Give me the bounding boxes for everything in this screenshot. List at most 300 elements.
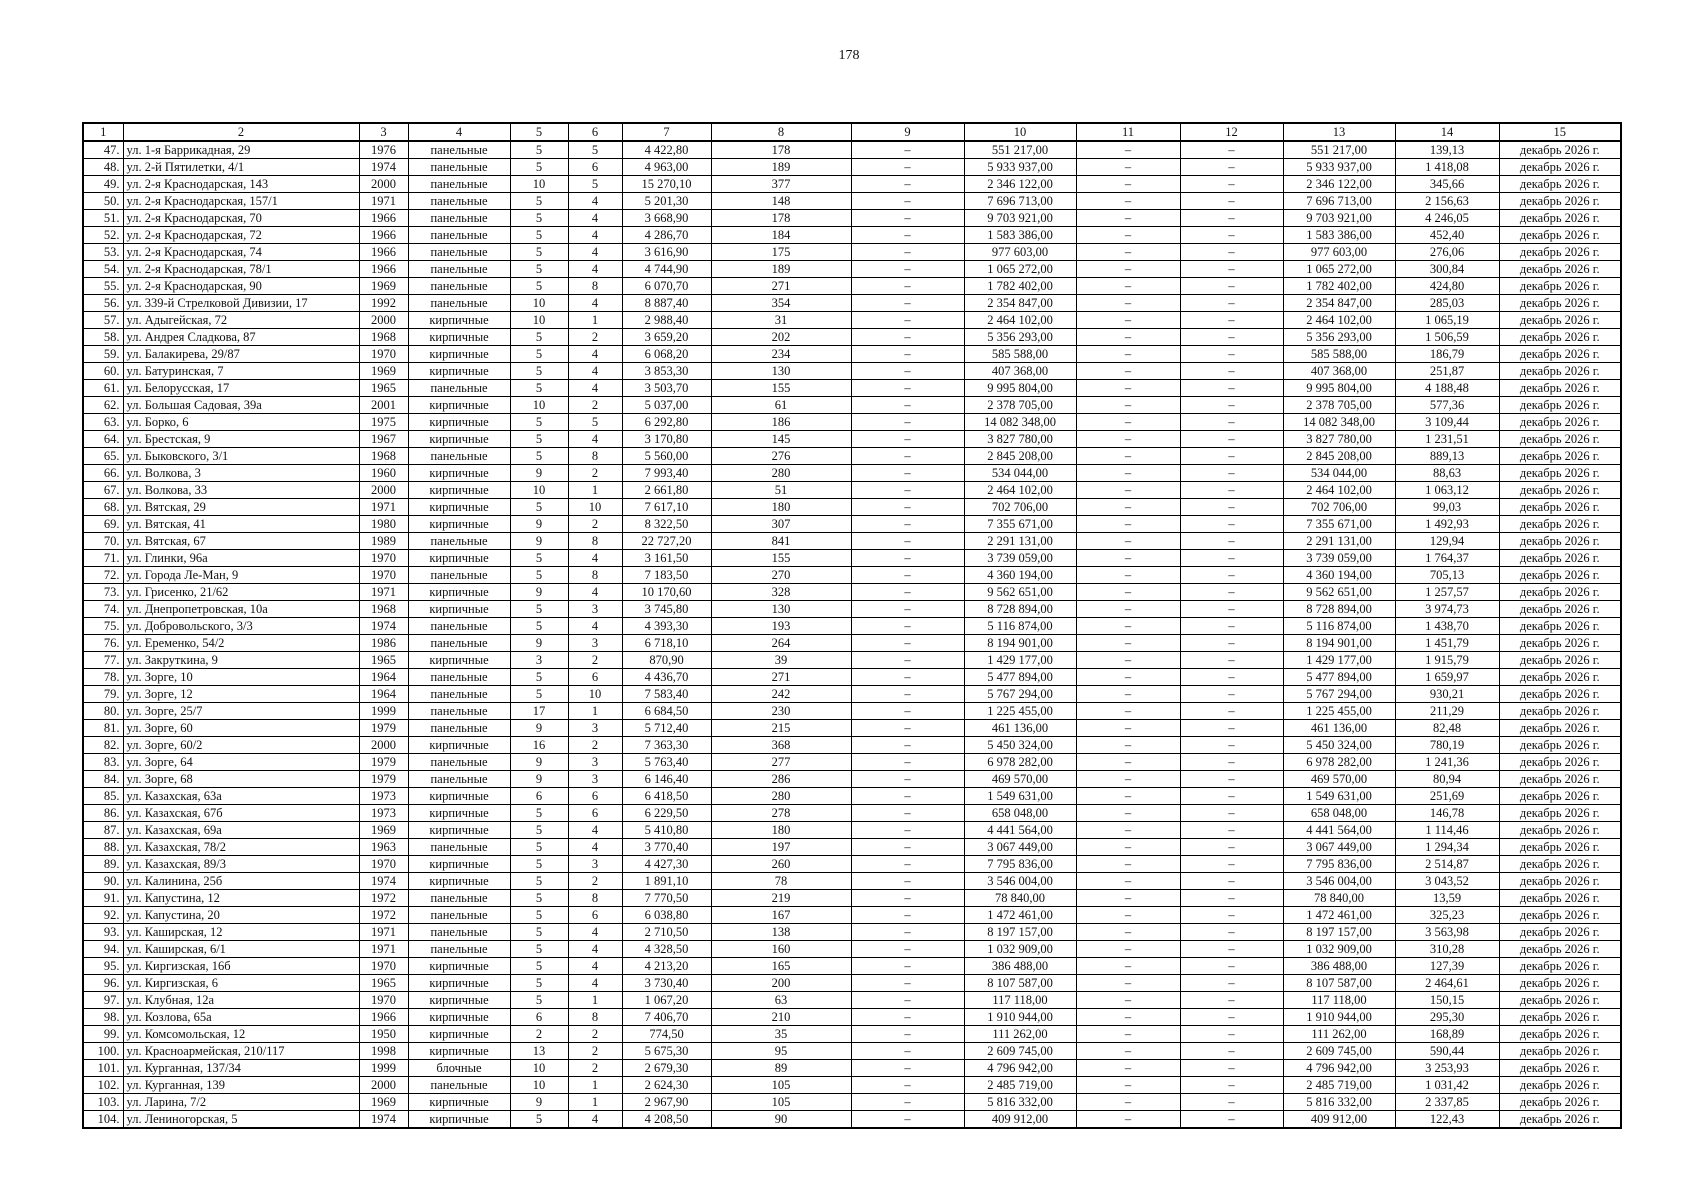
table-cell-col-2: ул. Зорге, 60/2	[123, 737, 359, 754]
table-cell-col-9: –	[851, 193, 964, 210]
table-cell-col-14: 452,40	[1395, 227, 1499, 244]
table-cell-col-1: 79.	[83, 686, 123, 703]
table-cell-col-4: кирпичные	[408, 329, 510, 346]
table-cell-col-13: 5 933 937,00	[1283, 159, 1395, 176]
table-cell-col-9: –	[851, 873, 964, 890]
table-cell-col-6: 4	[568, 380, 622, 397]
table-cell-col-14: 3 043,52	[1395, 873, 1499, 890]
table-row	[83, 465, 1621, 482]
table-cell-col-3: 1986	[359, 635, 408, 652]
table-cell-col-1: 61.	[83, 380, 123, 397]
table-cell-col-10: 78 840,00	[964, 890, 1076, 907]
table-cell-col-4: панельные	[408, 754, 510, 771]
table-row	[83, 737, 1621, 754]
table-cell-col-2: ул. Киргизская, 6	[123, 975, 359, 992]
table-cell-col-10: 2 485 719,00	[964, 1077, 1076, 1094]
table-cell-col-14: 150,15	[1395, 992, 1499, 1009]
table-cell-col-9: –	[851, 907, 964, 924]
table-cell-col-6: 4	[568, 839, 622, 856]
table-cell-col-8: 270	[711, 567, 851, 584]
table-cell-col-7: 4 427,30	[622, 856, 711, 873]
table-cell-col-5: 10	[510, 295, 568, 312]
table-cell-col-8: 202	[711, 329, 851, 346]
table-cell-col-8: 841	[711, 533, 851, 550]
table-cell-col-12: –	[1180, 1094, 1283, 1111]
table-cell-col-14: 1 915,79	[1395, 652, 1499, 669]
table-cell-col-13: 1 583 386,00	[1283, 227, 1395, 244]
table-cell-col-10: 8 728 894,00	[964, 601, 1076, 618]
table-cell-col-8: 368	[711, 737, 851, 754]
table-cell-col-13: 2 346 122,00	[1283, 176, 1395, 193]
table-cell-col-8: 180	[711, 822, 851, 839]
table-cell-col-1: 59.	[83, 346, 123, 363]
table-cell-col-8: 130	[711, 601, 851, 618]
table-cell-col-1: 49.	[83, 176, 123, 193]
table-cell-col-8: 230	[711, 703, 851, 720]
table-cell-col-3: 1969	[359, 363, 408, 380]
table-cell-col-10: 1 910 944,00	[964, 1009, 1076, 1026]
table-cell-col-11: –	[1076, 737, 1180, 754]
table-cell-col-12: –	[1180, 329, 1283, 346]
table-cell-col-1: 86.	[83, 805, 123, 822]
table-cell-col-5: 5	[510, 1111, 568, 1129]
table-cell-col-6: 2	[568, 465, 622, 482]
table-cell-col-7: 5 560,00	[622, 448, 711, 465]
table-cell-col-8: 78	[711, 873, 851, 890]
table-cell-col-3: 1964	[359, 669, 408, 686]
table-cell-col-12: –	[1180, 737, 1283, 754]
table-cell-col-3: 1969	[359, 1094, 408, 1111]
table-cell-col-14: 2 337,85	[1395, 1094, 1499, 1111]
table-cell-col-13: 117 118,00	[1283, 992, 1395, 1009]
table-cell-col-14: 211,29	[1395, 703, 1499, 720]
table-cell-col-3: 1971	[359, 499, 408, 516]
table-cell-col-7: 4 208,50	[622, 1111, 711, 1129]
table-cell-col-3: 1963	[359, 839, 408, 856]
table-cell-col-7: 3 659,20	[622, 329, 711, 346]
table-cell-col-15: декабрь 2026 г.	[1499, 1094, 1621, 1111]
table-cell-col-9: –	[851, 261, 964, 278]
table-cell-col-11: –	[1076, 839, 1180, 856]
table-cell-col-6: 3	[568, 856, 622, 873]
table-cell-col-6: 4	[568, 244, 622, 261]
table-cell-col-10: 5 450 324,00	[964, 737, 1076, 754]
table-cell-col-2: ул. Адыгейская, 72	[123, 312, 359, 329]
table-cell-col-14: 3 253,93	[1395, 1060, 1499, 1077]
table-cell-col-1: 48.	[83, 159, 123, 176]
table-cell-col-14: 325,23	[1395, 907, 1499, 924]
table-cell-col-3: 1998	[359, 1043, 408, 1060]
table-cell-col-3: 2000	[359, 482, 408, 499]
table-cell-col-11: –	[1076, 482, 1180, 499]
table-cell-col-11: –	[1076, 397, 1180, 414]
table-cell-col-1: 69.	[83, 516, 123, 533]
table-cell-col-12: –	[1180, 669, 1283, 686]
table-cell-col-15: декабрь 2026 г.	[1499, 312, 1621, 329]
table-cell-col-5: 10	[510, 1060, 568, 1077]
table-cell-col-14: 590,44	[1395, 1043, 1499, 1060]
table-cell-col-5: 5	[510, 669, 568, 686]
table-cell-col-6: 1	[568, 992, 622, 1009]
table-cell-col-5: 10	[510, 1077, 568, 1094]
table-cell-col-14: 1 764,37	[1395, 550, 1499, 567]
table-cell-col-14: 1 506,59	[1395, 329, 1499, 346]
table-cell-col-4: кирпичные	[408, 584, 510, 601]
table-cell-col-5: 6	[510, 1009, 568, 1026]
table-cell-col-12: –	[1180, 890, 1283, 907]
table-cell-col-10: 977 603,00	[964, 244, 1076, 261]
table-cell-col-4: кирпичные	[408, 499, 510, 516]
table-cell-col-4: кирпичные	[408, 788, 510, 805]
table-cell-col-2: ул. Киргизская, 16б	[123, 958, 359, 975]
table-cell-col-12: –	[1180, 227, 1283, 244]
table-cell-col-8: 175	[711, 244, 851, 261]
table-cell-col-5: 5	[510, 907, 568, 924]
table-cell-col-11: –	[1076, 941, 1180, 958]
table-cell-col-6: 4	[568, 193, 622, 210]
table-cell-col-13: 585 588,00	[1283, 346, 1395, 363]
table-cell-col-10: 1 472 461,00	[964, 907, 1076, 924]
table-cell-col-10: 2 464 102,00	[964, 312, 1076, 329]
table-cell-col-11: –	[1076, 788, 1180, 805]
table-cell-col-4: панельные	[408, 703, 510, 720]
table-cell-col-3: 1970	[359, 856, 408, 873]
table-cell-col-14: 1 031,42	[1395, 1077, 1499, 1094]
table-cell-col-4: панельные	[408, 295, 510, 312]
table-cell-col-13: 8 194 901,00	[1283, 635, 1395, 652]
table-cell-col-1: 88.	[83, 839, 123, 856]
table-cell-col-14: 168,89	[1395, 1026, 1499, 1043]
table-cell-col-1: 65.	[83, 448, 123, 465]
table-cell-col-8: 193	[711, 618, 851, 635]
table-cell-col-11: –	[1076, 584, 1180, 601]
table-cell-col-1: 80.	[83, 703, 123, 720]
table-cell-col-4: панельные	[408, 210, 510, 227]
table-cell-col-2: ул. Лениногорская, 5	[123, 1111, 359, 1129]
table-cell-col-5: 5	[510, 686, 568, 703]
table-cell-col-6: 6	[568, 669, 622, 686]
table-cell-col-3: 1980	[359, 516, 408, 533]
table-cell-col-5: 10	[510, 176, 568, 193]
table-cell-col-9: –	[851, 703, 964, 720]
table-cell-col-9: –	[851, 975, 964, 992]
table-cell-col-8: 138	[711, 924, 851, 941]
table-row	[83, 601, 1621, 618]
table-cell-col-1: 64.	[83, 431, 123, 448]
table-cell-col-14: 139,13	[1395, 141, 1499, 159]
table-cell-col-5: 5	[510, 924, 568, 941]
table-cell-col-1: 55.	[83, 278, 123, 295]
table-cell-col-3: 1979	[359, 754, 408, 771]
table-cell-col-4: кирпичные	[408, 346, 510, 363]
table-cell-col-15: декабрь 2026 г.	[1499, 924, 1621, 941]
table-cell-col-4: панельные	[408, 907, 510, 924]
table-row	[83, 193, 1621, 210]
table-cell-col-14: 1 451,79	[1395, 635, 1499, 652]
table-cell-col-15: декабрь 2026 г.	[1499, 822, 1621, 839]
table-cell-col-10: 1 549 631,00	[964, 788, 1076, 805]
table-cell-col-7: 3 853,30	[622, 363, 711, 380]
table-cell-col-11: –	[1076, 822, 1180, 839]
table-cell-col-15: декабрь 2026 г.	[1499, 448, 1621, 465]
table-cell-col-15: декабрь 2026 г.	[1499, 550, 1621, 567]
table-cell-col-12: –	[1180, 1043, 1283, 1060]
table-cell-col-7: 3 730,40	[622, 975, 711, 992]
table-cell-col-15: декабрь 2026 г.	[1499, 533, 1621, 550]
table-cell-col-11: –	[1076, 890, 1180, 907]
table-cell-col-4: панельные	[408, 193, 510, 210]
table-cell-col-5: 13	[510, 1043, 568, 1060]
table-cell-col-1: 89.	[83, 856, 123, 873]
table-cell-col-8: 184	[711, 227, 851, 244]
table-cell-col-3: 1968	[359, 329, 408, 346]
table-cell-col-12: –	[1180, 1009, 1283, 1026]
table-cell-col-1: 85.	[83, 788, 123, 805]
table-cell-col-12: –	[1180, 482, 1283, 499]
table-cell-col-13: 3 827 780,00	[1283, 431, 1395, 448]
table-cell-col-14: 1 231,51	[1395, 431, 1499, 448]
housing-registry-table	[82, 122, 1622, 1129]
table-cell-col-10: 1 782 402,00	[964, 278, 1076, 295]
table-cell-col-2: ул. Каширская, 6/1	[123, 941, 359, 958]
table-cell-col-11: –	[1076, 771, 1180, 788]
table-cell-col-5: 5	[510, 567, 568, 584]
table-cell-col-13: 469 570,00	[1283, 771, 1395, 788]
table-cell-col-3: 1970	[359, 346, 408, 363]
table-cell-col-15: декабрь 2026 г.	[1499, 295, 1621, 312]
table-cell-col-7: 7 406,70	[622, 1009, 711, 1026]
table-cell-col-10: 6 978 282,00	[964, 754, 1076, 771]
table-cell-col-4: панельные	[408, 159, 510, 176]
table-cell-col-13: 78 840,00	[1283, 890, 1395, 907]
table-cell-col-10: 386 488,00	[964, 958, 1076, 975]
table-cell-col-9: –	[851, 499, 964, 516]
table-cell-col-1: 99.	[83, 1026, 123, 1043]
table-cell-col-5: 5	[510, 941, 568, 958]
table-cell-col-11: –	[1076, 1077, 1180, 1094]
table-cell-col-4: кирпичные	[408, 1026, 510, 1043]
table-cell-col-3: 1966	[359, 244, 408, 261]
table-cell-col-10: 2 845 208,00	[964, 448, 1076, 465]
table-cell-col-6: 4	[568, 227, 622, 244]
table-cell-col-6: 1	[568, 482, 622, 499]
table-cell-col-11: –	[1076, 210, 1180, 227]
table-row	[83, 363, 1621, 380]
table-cell-col-10: 702 706,00	[964, 499, 1076, 516]
table-cell-col-15: декабрь 2026 г.	[1499, 941, 1621, 958]
table-cell-col-5: 9	[510, 465, 568, 482]
table-cell-col-14: 3 563,98	[1395, 924, 1499, 941]
table-header-row	[83, 123, 1621, 141]
table-cell-col-4: панельные	[408, 176, 510, 193]
table-cell-col-11: –	[1076, 1060, 1180, 1077]
table-cell-col-9: –	[851, 890, 964, 907]
table-cell-col-5: 5	[510, 856, 568, 873]
table-cell-col-10: 2 291 131,00	[964, 533, 1076, 550]
table-cell-col-4: панельные	[408, 1077, 510, 1094]
table-cell-col-4: панельные	[408, 890, 510, 907]
table-cell-col-12: –	[1180, 788, 1283, 805]
table-cell-col-11: –	[1076, 686, 1180, 703]
table-cell-col-2: ул. 2-я Краснодарская, 74	[123, 244, 359, 261]
table-cell-col-14: 1 241,36	[1395, 754, 1499, 771]
table-cell-col-1: 98.	[83, 1009, 123, 1026]
table-cell-col-2: ул. 2-я Краснодарская, 72	[123, 227, 359, 244]
table-cell-col-1: 103.	[83, 1094, 123, 1111]
table-cell-col-4: кирпичные	[408, 975, 510, 992]
table-cell-col-11: –	[1076, 516, 1180, 533]
table-cell-col-3: 1992	[359, 295, 408, 312]
table-cell-col-11: –	[1076, 652, 1180, 669]
table-cell-col-14: 285,03	[1395, 295, 1499, 312]
table-cell-col-9: –	[851, 720, 964, 737]
table-cell-col-6: 3	[568, 635, 622, 652]
table-cell-col-11: –	[1076, 1026, 1180, 1043]
table-cell-col-10: 1 583 386,00	[964, 227, 1076, 244]
table-row	[83, 397, 1621, 414]
table-cell-col-15: декабрь 2026 г.	[1499, 176, 1621, 193]
table-cell-col-2: ул. 2-я Краснодарская, 78/1	[123, 261, 359, 278]
table-cell-col-5: 2	[510, 1026, 568, 1043]
table-cell-col-13: 3 739 059,00	[1283, 550, 1395, 567]
table-cell-col-15: декабрь 2026 г.	[1499, 992, 1621, 1009]
table-cell-col-1: 70.	[83, 533, 123, 550]
table-cell-col-3: 1999	[359, 703, 408, 720]
table-cell-col-6: 6	[568, 805, 622, 822]
table-cell-col-3: 1964	[359, 686, 408, 703]
table-cell-col-4: кирпичные	[408, 363, 510, 380]
table-row	[83, 652, 1621, 669]
table-cell-col-14: 251,87	[1395, 363, 1499, 380]
table-cell-col-14: 2 514,87	[1395, 856, 1499, 873]
table-cell-col-7: 1 067,20	[622, 992, 711, 1009]
table-cell-col-14: 930,21	[1395, 686, 1499, 703]
table-cell-col-10: 407 368,00	[964, 363, 1076, 380]
table-row	[83, 482, 1621, 499]
table-cell-col-11: –	[1076, 346, 1180, 363]
table-cell-col-7: 870,90	[622, 652, 711, 669]
table-cell-col-13: 7 696 713,00	[1283, 193, 1395, 210]
table-cell-col-7: 10 170,60	[622, 584, 711, 601]
table-cell-col-11: –	[1076, 856, 1180, 873]
table-cell-col-7: 4 393,30	[622, 618, 711, 635]
table-cell-col-6: 4	[568, 210, 622, 227]
table-cell-col-13: 5 767 294,00	[1283, 686, 1395, 703]
table-cell-col-7: 6 292,80	[622, 414, 711, 431]
table-cell-col-7: 774,50	[622, 1026, 711, 1043]
table-cell-col-1: 50.	[83, 193, 123, 210]
table-cell-col-4: панельные	[408, 635, 510, 652]
table-cell-col-2: ул. 1-я Баррикадная, 29	[123, 141, 359, 159]
table-cell-col-15: декабрь 2026 г.	[1499, 1026, 1621, 1043]
table-cell-col-9: –	[851, 788, 964, 805]
table-cell-col-9: –	[851, 244, 964, 261]
table-cell-col-12: –	[1180, 141, 1283, 159]
table-cell-col-7: 4 328,50	[622, 941, 711, 958]
table-cell-col-5: 5	[510, 329, 568, 346]
table-cell-col-8: 280	[711, 465, 851, 482]
table-cell-col-14: 3 109,44	[1395, 414, 1499, 431]
table-cell-col-10: 1 429 177,00	[964, 652, 1076, 669]
column-header-10: 10	[964, 123, 1076, 141]
table-row	[83, 1043, 1621, 1060]
table-row	[83, 244, 1621, 261]
table-cell-col-2: ул. 2-я Краснодарская, 157/1	[123, 193, 359, 210]
table-row	[83, 839, 1621, 856]
table-cell-col-9: –	[851, 141, 964, 159]
table-cell-col-12: –	[1180, 414, 1283, 431]
table-cell-col-10: 551 217,00	[964, 141, 1076, 159]
table-cell-col-10: 3 827 780,00	[964, 431, 1076, 448]
table-row	[83, 261, 1621, 278]
table-cell-col-7: 4 286,70	[622, 227, 711, 244]
table-cell-col-12: –	[1180, 686, 1283, 703]
table-cell-col-13: 461 136,00	[1283, 720, 1395, 737]
table-cell-col-15: декабрь 2026 г.	[1499, 601, 1621, 618]
table-cell-col-7: 1 891,10	[622, 873, 711, 890]
table-cell-col-15: декабрь 2026 г.	[1499, 652, 1621, 669]
table-cell-col-2: ул. Глинки, 96а	[123, 550, 359, 567]
table-cell-col-15: декабрь 2026 г.	[1499, 975, 1621, 992]
table-cell-col-2: ул. Балакирева, 29/87	[123, 346, 359, 363]
table-cell-col-10: 5 816 332,00	[964, 1094, 1076, 1111]
table-cell-col-2: ул. Волкова, 33	[123, 482, 359, 499]
table-row	[83, 1009, 1621, 1026]
table-cell-col-10: 9 562 651,00	[964, 584, 1076, 601]
table-cell-col-7: 22 727,20	[622, 533, 711, 550]
table-cell-col-11: –	[1076, 1009, 1180, 1026]
table-cell-col-14: 1 659,97	[1395, 669, 1499, 686]
table-cell-col-6: 8	[568, 448, 622, 465]
table-row	[83, 873, 1621, 890]
table-cell-col-11: –	[1076, 805, 1180, 822]
table-cell-col-10: 4 796 942,00	[964, 1060, 1076, 1077]
table-row	[83, 312, 1621, 329]
table-cell-col-10: 1 032 909,00	[964, 941, 1076, 958]
table-row	[83, 295, 1621, 312]
table-cell-col-4: панельные	[408, 686, 510, 703]
table-cell-col-11: –	[1076, 992, 1180, 1009]
table-cell-col-6: 4	[568, 584, 622, 601]
table-cell-col-13: 1 225 455,00	[1283, 703, 1395, 720]
table-cell-col-8: 234	[711, 346, 851, 363]
table-row	[83, 771, 1621, 788]
table-cell-col-11: –	[1076, 141, 1180, 159]
table-cell-col-3: 1971	[359, 193, 408, 210]
table-cell-col-8: 180	[711, 499, 851, 516]
table-cell-col-2: ул. Калинина, 25б	[123, 873, 359, 890]
table-cell-col-5: 5	[510, 890, 568, 907]
table-cell-col-10: 1 065 272,00	[964, 261, 1076, 278]
table-cell-col-14: 1 438,70	[1395, 618, 1499, 635]
table-cell-col-10: 14 082 348,00	[964, 414, 1076, 431]
table-row	[83, 141, 1621, 159]
table-cell-col-13: 9 703 921,00	[1283, 210, 1395, 227]
table-cell-col-10: 7 795 836,00	[964, 856, 1076, 873]
table-cell-col-12: –	[1180, 941, 1283, 958]
table-cell-col-2: ул. Вятская, 41	[123, 516, 359, 533]
table-cell-col-8: 105	[711, 1077, 851, 1094]
table-cell-col-3: 1966	[359, 227, 408, 244]
table-cell-col-7: 3 170,80	[622, 431, 711, 448]
table-cell-col-4: панельные	[408, 380, 510, 397]
table-cell-col-12: –	[1180, 567, 1283, 584]
table-cell-col-7: 6 418,50	[622, 788, 711, 805]
table-cell-col-8: 271	[711, 669, 851, 686]
table-cell-col-8: 39	[711, 652, 851, 669]
table-row	[83, 958, 1621, 975]
table-cell-col-7: 3 503,70	[622, 380, 711, 397]
